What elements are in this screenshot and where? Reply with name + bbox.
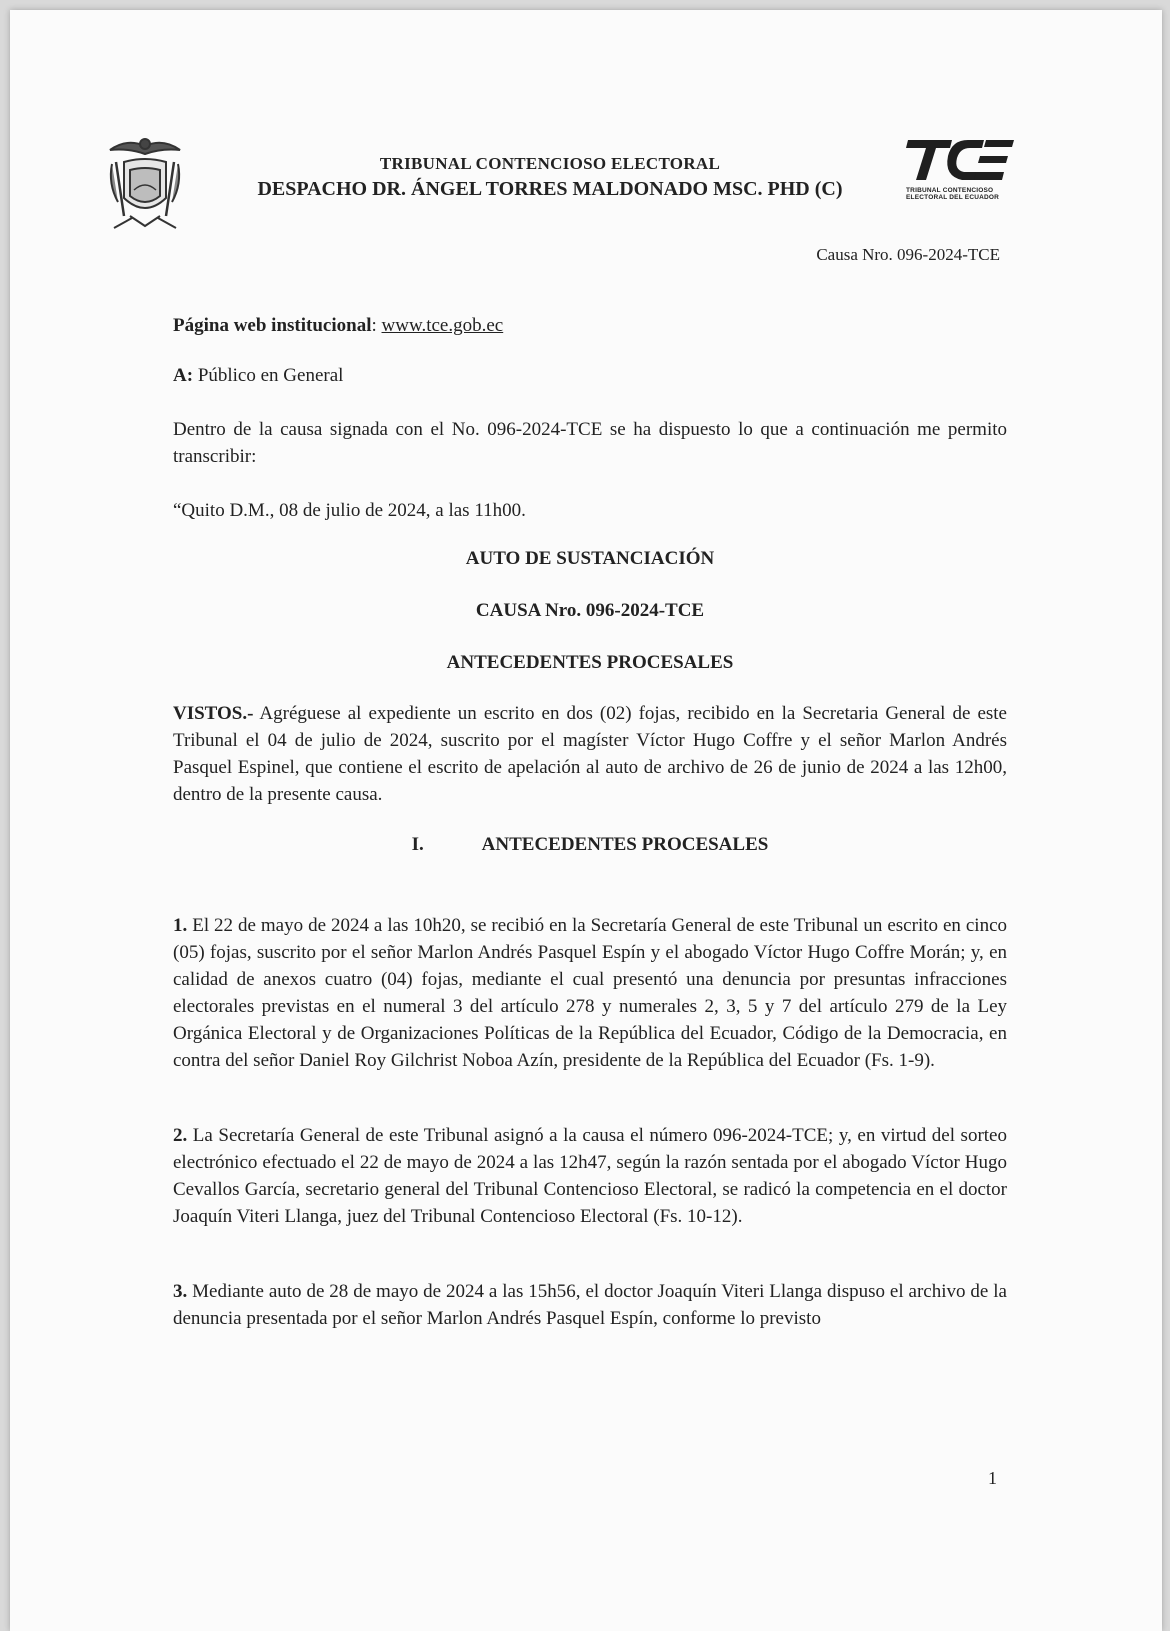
web-line xyxy=(173,312,1007,339)
vistos-text: Agréguese al expediente un escrito en dos (02) fojas, recibido en la Secretaria General de este Tribunal el 04 de julio de 2024, suscrito por el magíster Víctor Hugo Coffre y el señor Marlon Andrés Pasquel Espinel, que contiene el escrito de apelación al auto de archivo de 26 de junio de 2024 a las 12h00, dentro de la presente causa. xyxy=(173,703,1007,805)
tce-logo xyxy=(906,136,1030,218)
coat-of-arms-icon xyxy=(102,132,188,242)
web-label: Página web institucional xyxy=(173,315,372,336)
tce-logo-text: TCE xyxy=(906,136,908,137)
header-line-1: TRIBUNAL CONTENCIOSO ELECTORAL xyxy=(379,154,721,173)
header-line-2: DESPACHO DR. ÁNGEL TORRES MALDONADO MSC. PHD (C) xyxy=(257,178,843,200)
list-item xyxy=(173,912,1007,1074)
item-number: 2. xyxy=(173,1125,188,1146)
vistos-label: VISTOS.- xyxy=(173,703,254,724)
page-number: 1 xyxy=(988,1468,997,1488)
item-number: 1. xyxy=(173,915,188,936)
addressee-line xyxy=(173,362,1007,389)
tce-logo-subtitle-2: ELECTORAL DEL ECUADOR xyxy=(906,194,1000,201)
date-line: “Quito D.M., 08 de julio de 2024, a las 11h00. xyxy=(173,500,526,521)
title-auto: AUTO DE SUSTANCIACIÓN xyxy=(465,548,715,569)
vistos-paragraph xyxy=(173,700,1007,808)
item-text: Mediante auto de 28 de mayo de 2024 a las 15h56, el doctor Joaquín Viteri Llanga dispuso el archivo de la denuncia presentada por el señor Marlon Andrés Pasquel Espín, conforme lo previsto xyxy=(173,1281,1007,1329)
title-antecedentes: ANTECEDENTES PROCESALES xyxy=(446,652,734,673)
list-item xyxy=(173,1122,1007,1230)
item-text: El 22 de mayo de 2024 a las 10h20, se recibió en la Secretaría General de este Tribunal un escrito en cinco (05) fojas, suscrito por el señor Marlon Andrés Pasquel Espín y el abogado Víctor Hugo Coffre Morán; y, en calidad de anexos cuatro (04) fojas, mediante el cual presentó una denuncia por presuntas infracciones electorales previstas en el numeral 3 del artículo 278 y numerales 2, 3, 5 y 7 del artículo 279 de la Ley Orgánica Electoral y de Organizaciones Políticas de la República del Ecuador, Código de la Democracia, en contra del señor Daniel Roy Gilchrist Noboa Azín, presidente de la República del Ecuador (Fs. 1-9). xyxy=(173,915,1007,1071)
section-heading xyxy=(173,834,1007,856)
web-link[interactable]: www.tce.gob.ec xyxy=(381,315,504,336)
causa-reference: Causa Nro. 096-2024-TCE xyxy=(816,245,1000,264)
document-page xyxy=(10,10,1162,1631)
title-causa: CAUSA Nro. 096-2024-TCE xyxy=(475,600,705,621)
section-title: ANTECEDENTES PROCESALES xyxy=(481,834,769,855)
tce-logo-subtitle-1: TRIBUNAL CONTENCIOSO xyxy=(906,187,994,194)
item-number: 3. xyxy=(173,1281,188,1302)
addressee-value: Público en General xyxy=(193,365,344,386)
addressee-label: A: xyxy=(173,365,194,386)
dispuesto-paragraph: Dentro de la causa signada con el No. 096-2024-TCE se ha dispuesto lo que a continuación me permito transcribir: xyxy=(173,419,1007,467)
item-text: La Secretaría General de este Tribunal asignó a la causa el número 096-2024-TCE; y, en virtud del sorteo electrónico efectuado el 22 de mayo de 2024 a las 12h47, según la razón sentada por el abogado Víctor Hugo Cevallos García, secretario general del Tribunal Contencioso Electoral, se radicó la competencia en el doctor Joaquín Viteri Llanga, juez del Tribunal Contencioso Electoral (Fs. 10-12). xyxy=(173,1125,1007,1227)
section-number: I. xyxy=(411,834,424,855)
web-separator: : xyxy=(371,315,382,336)
tce-logo-mark xyxy=(906,136,1016,184)
list-item xyxy=(173,1278,1007,1332)
